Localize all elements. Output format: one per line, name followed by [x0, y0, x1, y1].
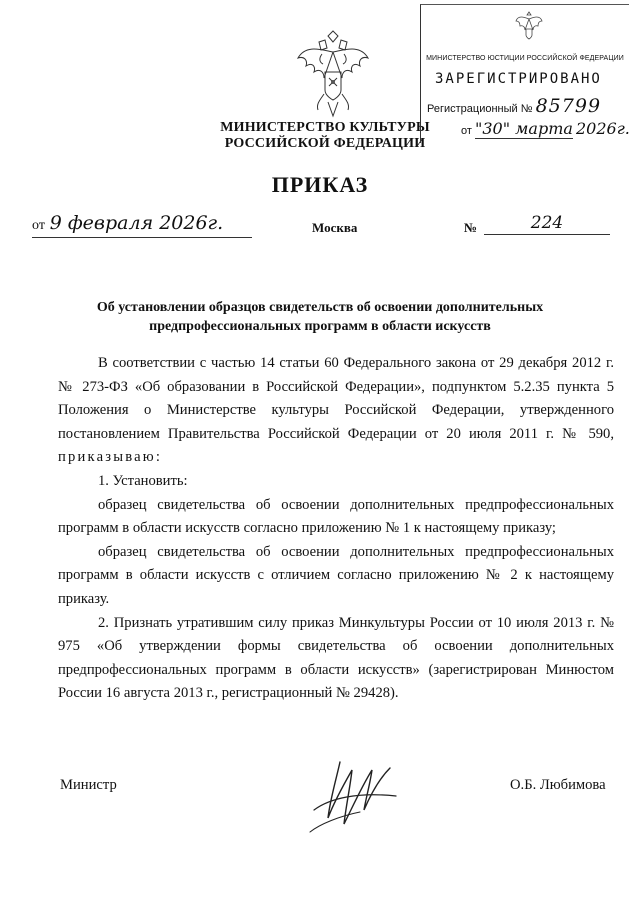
stamp-year: 2026г. — [575, 119, 630, 138]
order-city: Москва — [312, 220, 358, 235]
stamp-date-value: "30" марта — [474, 119, 573, 138]
stamp-reg-number-value: 85799 — [535, 95, 602, 117]
ministry-header — [200, 120, 450, 152]
minister-title: Министр — [60, 777, 117, 793]
document-title: ПРИКАЗ — [271, 172, 369, 197]
order-date-value: 9 февраля 2026г. — [49, 212, 224, 234]
ministry-line-1: МИНИСТЕРСТВО КУЛЬТУРЫ — [220, 120, 430, 135]
order-number-value: 224 — [484, 212, 610, 235]
stamp-registered-label: ЗАРЕГИСТРИРОВАНО — [435, 71, 602, 87]
registration-stamp — [420, 4, 629, 143]
order-date-prefix: от — [32, 218, 45, 233]
item-1-b: образец свидетельства об освоении дополнительных предпрофессиональных программ в области искусств с отличием согласно приложению № 2 к настоящему приказу. — [58, 543, 614, 607]
stamp-registration-date — [461, 119, 631, 139]
stamp-emblem-icon — [515, 11, 543, 43]
minister-signature — [300, 740, 410, 840]
stamp-ministry-name: МИНИСТЕРСТВО ЮСТИЦИИ РОССИЙСКОЙ ФЕДЕРАЦИИ — [426, 55, 624, 62]
item-1-heading: 1. Установить: — [98, 472, 188, 489]
order-date — [32, 212, 252, 238]
stamp-registration-number — [427, 95, 627, 117]
order-subject — [70, 298, 570, 336]
order-keyword: приказываю: — [58, 449, 163, 466]
stamp-reg-label: Регистрационный № — [427, 103, 533, 115]
coat-of-arms-emblem — [292, 28, 374, 120]
minister-name: О.Б. Любимова — [510, 777, 606, 793]
item-2: 2. Признать утратившим силу приказ Минкультуры России от 10 июля 2013 г. № 975 «Об утверждении формы свидетельства об освоении дополнительных предпрофессиональных программ в области искусств» (зарегистрирован Минюстом России 16 августа 2013 г., регистрационный № 29428). — [58, 614, 614, 702]
preamble-text: В соответствии с частью 14 статьи 60 Федерального закона от 29 декабря 2012 г. № 273-ФЗ «Об образовании в Российской Федерации», подпунктом 5.2.35 пункта 5 Положения о Министерстве культуры Российской Федерации, утвержденного постановлением Правительства Российской Федерации от 20 июля 2011 г. № 590, — [58, 355, 614, 442]
subject-line-2: предпрофессиональных программ в области искусств — [149, 319, 491, 334]
preamble-paragraph — [58, 352, 614, 470]
ministry-line-2: РОССИЙСКОЙ ФЕДЕРАЦИИ — [224, 136, 426, 151]
order-body — [58, 352, 614, 706]
stamp-date-prefix: от — [461, 125, 472, 137]
subject-line-1: Об установлении образцов свидетельств об освоении дополнительных — [96, 300, 544, 315]
order-number-label: № — [464, 220, 478, 235]
item-1-a: образец свидетельства об освоении дополнительных предпрофессиональных программ в области искусств согласно приложению № 1 к настоящему приказу; — [58, 496, 614, 537]
